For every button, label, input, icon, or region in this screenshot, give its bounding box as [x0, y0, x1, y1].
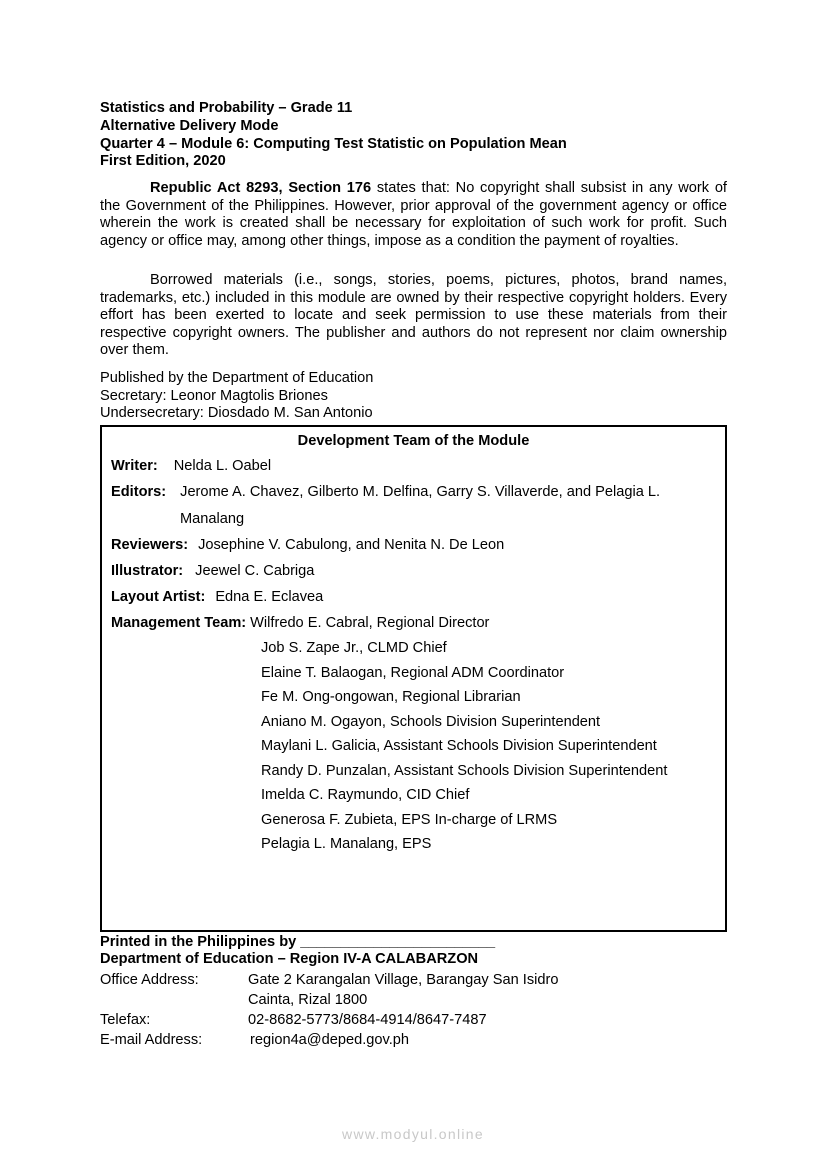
module-header — [100, 100, 567, 171]
management-team-row — [111, 615, 489, 631]
writer-row — [111, 458, 271, 474]
layout-artist-row — [111, 589, 323, 605]
header-subject: Statistics and Probability – Grade 11 — [100, 100, 353, 116]
illustrator-label: Illustrator: — [111, 563, 184, 579]
header-module-title: Quarter 4 – Module 6: Computing Test Statistic on Population Mean — [100, 135, 567, 152]
office-address-line1: Gate 2 Karangalan Village, Barangay San Isidro — [248, 971, 559, 988]
management-member: Generosa F. Zubieta, EPS In-charge of LRMS — [261, 812, 558, 828]
telefax-row — [100, 1010, 495, 1030]
editors-row-continued: Manalang — [180, 511, 245, 527]
management-member: Pelagia L. Manalang, EPS — [261, 836, 432, 852]
management-member: Aniano M. Ogayon, Schools Division Superintendent — [261, 714, 601, 730]
email-row — [100, 1030, 495, 1050]
team-title: Development Team of the Module — [297, 433, 530, 449]
borrowed-materials-text: Borrowed materials (i.e., songs, stories, poems, pictures, photos, brand names, trademarks, etc.) included in this module are owned by their respective copyright holders. Every effort has been exerted to locate and seek permission to use these materials from their respective copyright owners. The publisher and authors do not represent nor claim ownership over them. — [100, 272, 727, 359]
printing-info — [100, 932, 559, 1051]
department-region-line: Department of Education – Region IV-A CALABARZON — [100, 951, 479, 968]
layout-artist-label: Layout Artist: — [111, 589, 206, 605]
copyright-statement: states that: No copyright shall subsist in any work of the Government of the Philippines. However, prior approval of the government agency or office wherein the work is created shall be necessary for exploitation of such work for profit. Such agency or office may, among other things, impose as a condition the payment of royalties. — [100, 180, 727, 249]
management-team-label: Management Team: — [111, 615, 247, 631]
management-member: Imelda C. Raymundo, CID Chief — [261, 787, 470, 803]
publisher-info — [100, 370, 373, 423]
management-member: Job S. Zape Jr., CLMD Chief — [261, 640, 447, 656]
telefax-number: 02-8682-5773/8684-4914/8647-7487 — [248, 1012, 487, 1029]
copyright-paragraph — [100, 180, 727, 250]
header-mode: Alternative Delivery Mode — [100, 117, 279, 134]
website-watermark: www.modyul.online — [342, 1126, 484, 1142]
management-member: Elaine T. Balaogan, Regional ADM Coordinator — [261, 665, 565, 681]
office-address-row — [100, 970, 559, 990]
development-team-box — [100, 425, 727, 932]
copyright-law-reference: Republic Act 8293, Section 176 — [150, 180, 372, 196]
reviewers-names: Josephine V. Cabulong, and Nenita N. De Leon — [198, 537, 505, 553]
reviewers-label: Reviewers: — [111, 537, 189, 553]
management-member: Fe M. Ong-ongowan, Regional Librarian — [261, 689, 521, 705]
header-edition: First Edition, 2020 — [100, 153, 226, 170]
undersecretary-line: Undersecretary: Diosdado M. San Antonio — [100, 405, 373, 422]
borrowed-materials-paragraph — [100, 272, 727, 360]
reviewers-row — [111, 537, 504, 553]
management-member: Randy D. Punzalan, Assistant Schools Division Superintendent — [261, 763, 668, 779]
management-member: Maylani L. Galicia, Assistant Schools Division Superintendent — [261, 738, 657, 754]
office-address-row-continued — [100, 990, 495, 1010]
editors-label: Editors: — [111, 484, 167, 500]
illustrator-name: Jeewel C. Cabriga — [195, 563, 315, 579]
office-address-line2: Cainta, Rizal 1800 — [248, 991, 368, 1008]
editors-names: Jerome A. Chavez, Gilberto M. Delfina, Garry S. Villaverde, and Pelagia L. — [180, 484, 661, 500]
publisher-line: Published by the Department of Education — [100, 370, 374, 386]
office-address-label: Office Address: — [100, 971, 199, 988]
telefax-label: Telefax: — [100, 1012, 151, 1029]
editors-row — [111, 484, 660, 500]
secretary-line: Secretary: Leonor Magtolis Briones — [100, 387, 328, 404]
layout-artist-name: Edna E. Eclavea — [215, 589, 324, 605]
writer-label: Writer: — [111, 458, 158, 474]
management-member: Wilfredo E. Cabral, Regional Director — [250, 615, 490, 631]
email-label: E-mail Address: — [100, 1032, 203, 1049]
writer-name: Nelda L. Oabel — [173, 458, 272, 474]
printed-by-line: Printed in the Philippines by ________________________ — [100, 934, 496, 950]
email-address: region4a@deped.gov.ph — [250, 1032, 409, 1049]
illustrator-row — [111, 563, 314, 579]
